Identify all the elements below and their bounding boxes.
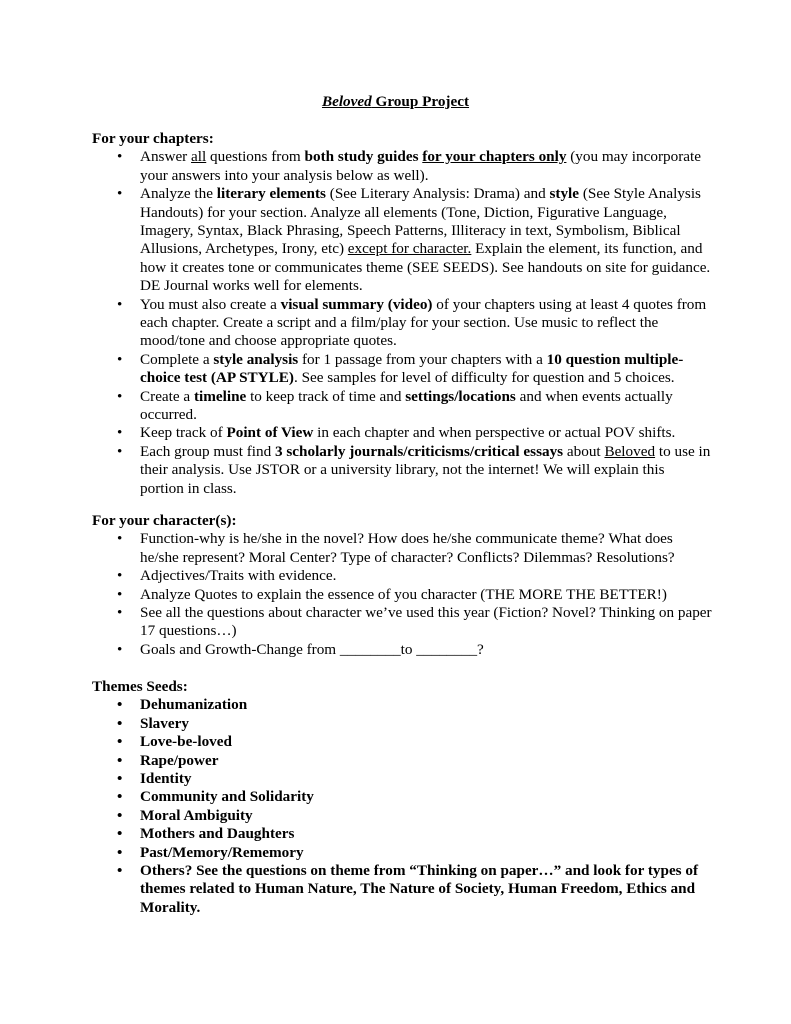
bullet-icon: •	[117, 640, 123, 658]
text-run: timeline	[193, 387, 247, 405]
text-run: Keep track of	[140, 424, 227, 442]
themes-section	[92, 678, 712, 917]
text-run: to keep track of time and	[246, 387, 406, 405]
rich-text	[140, 424, 675, 441]
characters-list	[92, 530, 712, 659]
text-run: in each chapter and when perspective or actual POV shifts.	[313, 424, 676, 442]
title-rest: Group Project	[371, 93, 470, 110]
item-text: Love-be-loved	[140, 733, 232, 751]
theme-item	[92, 844, 712, 862]
bullet-icon: •	[117, 424, 123, 442]
bullet-icon: •	[117, 442, 123, 460]
text-run: Analyze the	[140, 185, 217, 203]
text-run: all	[191, 148, 207, 166]
item-text: Adjectives/Traits with evidence.	[140, 567, 337, 585]
rich-text	[140, 388, 673, 423]
bullet-icon: •	[117, 530, 123, 548]
theme-item	[92, 770, 712, 788]
characters-item	[92, 604, 712, 641]
characters-item	[92, 530, 712, 567]
bullet-icon: •	[117, 825, 123, 843]
text-run: and when events actually occurred.	[140, 387, 673, 424]
text-run: Point of View	[226, 424, 314, 442]
item-text: Dehumanization	[140, 696, 248, 714]
bullet-icon: •	[117, 862, 123, 880]
item-text: Community and Solidarity	[140, 788, 314, 806]
item-text: Others? See the questions on theme from “Thinking on paper…” and look for types of themes related to Human Nature, The Nature of Society, Human Freedom, Ethics and Morality.	[140, 862, 699, 916]
text-run: Each group must find	[140, 442, 275, 460]
bullet-icon: •	[117, 714, 123, 732]
bullet-icon: •	[117, 567, 123, 585]
text-run: Create a	[140, 387, 194, 405]
bullet-icon: •	[117, 733, 123, 751]
item-text: Past/Memory/Rememory	[140, 843, 304, 861]
chapters-heading: For your chapters:	[92, 130, 214, 147]
text-run: 3 scholarly journals/criticisms/critical essays	[274, 442, 564, 460]
theme-item	[92, 807, 712, 825]
chapters-list	[92, 148, 712, 498]
characters-item	[92, 641, 712, 659]
theme-item	[92, 752, 712, 770]
chapters-section	[92, 130, 712, 498]
chapters-item	[92, 443, 712, 498]
item-text: Rape/power	[140, 751, 219, 769]
bullet-icon: •	[117, 585, 123, 603]
bullet-icon: •	[117, 806, 123, 824]
text-run: of your chapters using at least 4 quotes from each chapter. Create a script and a film/play for your section. Use music to reflect the mood/tone and choose appropriate quotes.	[140, 295, 707, 350]
title-novel-name: Beloved	[321, 93, 372, 110]
text-run: except for character.	[347, 240, 472, 258]
item-text: Moral Ambiguity	[140, 806, 253, 824]
bullet-icon: •	[117, 350, 123, 368]
characters-section	[92, 512, 712, 659]
text-run: literary elements	[216, 185, 326, 203]
bullet-icon: •	[117, 843, 123, 861]
rich-text	[140, 296, 706, 350]
text-run: both study guides	[304, 148, 419, 166]
bullet-icon: •	[117, 387, 123, 405]
text-run: questions from	[206, 148, 305, 166]
text-run: style	[549, 185, 580, 203]
text-run: for your chapters only	[422, 148, 567, 166]
text-run: about	[563, 442, 605, 460]
bullet-icon: •	[117, 696, 123, 714]
text-run: 10 question multiple-choice test (AP STYLE)	[140, 350, 684, 387]
themes-heading: Themes Seeds:	[92, 678, 188, 695]
page-title	[0, 93, 791, 111]
theme-item	[92, 715, 712, 733]
chapters-item	[92, 296, 712, 351]
text-run: . See samples for level of difficulty for question and 5 choices.	[293, 369, 675, 387]
text-run: to use in their analysis. Use JSTOR or a university library, not the internet! We will explain this portion in class.	[140, 442, 711, 497]
item-text: Goals and Growth-Change from ________to ________?	[140, 640, 484, 658]
chapters-item	[92, 388, 712, 425]
text-run: (you may incorporate your answers into your analysis below as well).	[140, 148, 701, 184]
rich-text	[140, 443, 710, 497]
text-run: Complete a	[140, 350, 214, 368]
item-text: See all the questions about character we’ve used this year (Fiction? Novel? Thinking on paper 17 questions…)	[140, 604, 712, 640]
item-text: Mothers and Daughters	[140, 825, 295, 843]
text-run: You must also create a	[140, 295, 281, 313]
bullet-icon: •	[117, 295, 123, 313]
item-text: Function-why is he/she in the novel? How does he/she communicate theme? What does he/she represent? Moral Center? Type of character? Conflicts? Dilemmas? Resolutions?	[140, 530, 675, 566]
text-run: Answer	[140, 148, 192, 166]
text-run: visual summary (video)	[280, 295, 433, 313]
rich-text	[140, 185, 710, 294]
chapters-item	[92, 148, 712, 185]
text-run: Explain the element, its function, and how it creates tone or communicates theme (SEE SEEDS). See handouts on site for guidance. DE Journal works well for elements.	[140, 240, 711, 295]
theme-item	[92, 696, 712, 714]
theme-item	[92, 733, 712, 751]
text-run: (See Literary Analysis: Drama) and	[325, 185, 550, 203]
characters-heading: For your character(s):	[92, 512, 237, 529]
theme-item	[92, 825, 712, 843]
text-run: for 1 passage from your chapters with a	[298, 350, 547, 368]
item-text: Analyze Quotes to explain the essence of you character (THE MORE THE BETTER!)	[140, 585, 667, 603]
theme-item	[92, 862, 712, 917]
bullet-icon: •	[117, 770, 123, 788]
characters-item	[92, 567, 712, 585]
characters-item	[92, 586, 712, 604]
text-run: settings/locations	[405, 387, 516, 405]
theme-item	[92, 788, 712, 806]
bullet-icon: •	[117, 185, 123, 203]
chapters-item	[92, 424, 712, 442]
bullet-icon: •	[117, 788, 123, 806]
text-run: Beloved	[604, 442, 656, 460]
text-run: (See Style Analysis Handouts) for your section. Analyze all elements (Tone, Diction, Figurative Language, Imagery, Syntax, Black Phrasing, Speech Patterns, Illiteracy in text, Symbolism, Biblical Allusions, Archetypes, Irony, etc)	[140, 185, 701, 258]
text-run: style analysis	[213, 350, 299, 368]
themes-list	[92, 696, 712, 917]
item-text: Slavery	[140, 714, 189, 732]
rich-text	[140, 351, 683, 386]
chapters-item	[92, 185, 712, 295]
bullet-icon: •	[117, 751, 123, 769]
chapters-item	[92, 351, 712, 388]
item-text: Identity	[140, 770, 192, 788]
bullet-icon: •	[117, 148, 123, 166]
rich-text	[140, 148, 701, 183]
bullet-icon: •	[117, 604, 123, 622]
